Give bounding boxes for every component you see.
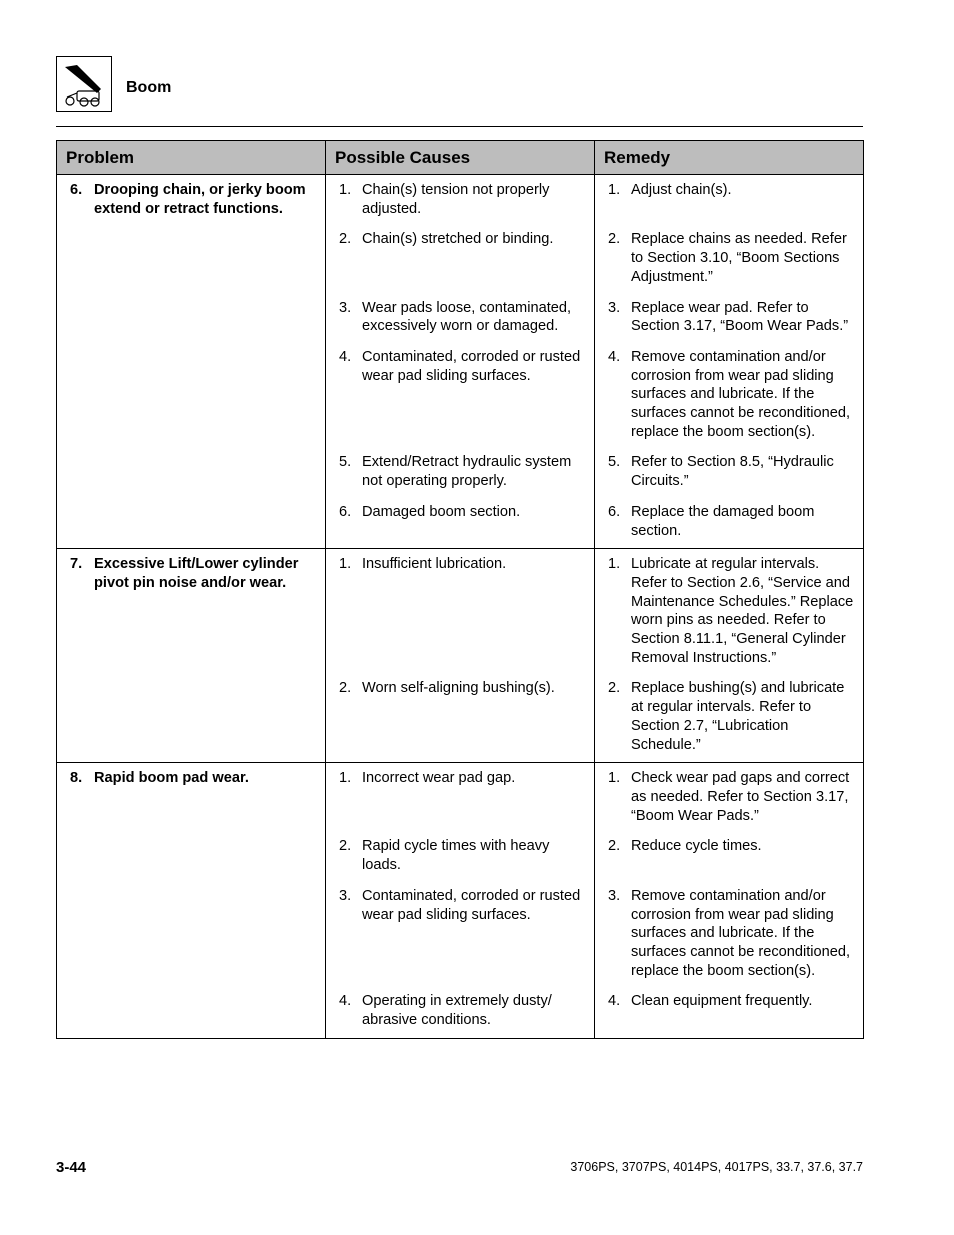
remedy-item [608, 992, 855, 1011]
cause-text: Operating in extremely dusty/ abrasive conditions. [362, 993, 552, 1029]
cause-item [339, 769, 586, 788]
model-list: 3706PS, 3707PS, 4014PS, 4017PS, 33.7, 37.6, 37.7 [570, 1160, 863, 1174]
remedy-text: Replace bushing(s) and lubricate at regular intervals. Refer to Section 2.7, “Lubrication Schedule.” [631, 680, 845, 753]
problem-text [70, 769, 317, 788]
remedy-text: Replace chains as needed. Refer to Section 3.10, “Boom Sections Adjustment.” [631, 231, 847, 285]
cause-item [339, 453, 586, 490]
cause-item [339, 181, 586, 218]
remedy-cell [595, 763, 864, 1038]
remedy-number: 3. [608, 299, 621, 316]
remedy-item [608, 181, 855, 200]
remedy-text: Replace the damaged boom section. [631, 503, 815, 539]
boom-machine-icon [57, 57, 113, 113]
remedy-item [608, 837, 855, 856]
remedy-number: 1. [608, 556, 621, 573]
remedies-list [608, 555, 855, 754]
remedy-item [608, 555, 855, 667]
cause-text: Incorrect wear pad gap. [362, 770, 516, 787]
cause-number: 4. [339, 348, 352, 365]
problem-description: Excessive Lift/Lower cylinder pivot pin noise and/or wear. [94, 556, 299, 591]
remedy-item [608, 887, 855, 981]
cause-number: 3. [339, 887, 352, 904]
problem-description: Rapid boom pad wear. [94, 770, 249, 787]
remedy-text: Adjust chain(s). [631, 182, 732, 198]
remedy-item [608, 769, 855, 825]
section-title: Boom [126, 79, 172, 96]
remedy-text: Clean equipment frequently. [631, 993, 813, 1010]
cause-text: Insufficient lubrication. [362, 556, 507, 573]
problem-cell [57, 549, 326, 763]
cause-text: Damaged boom section. [362, 503, 521, 520]
cause-number: 1. [339, 770, 352, 787]
causes-cell [326, 175, 595, 549]
cause-number: 5. [339, 454, 352, 471]
table-header-row [57, 141, 864, 175]
cause-text: Worn self-aligning bushing(s). [362, 680, 555, 697]
cause-number: 2. [339, 231, 352, 248]
remedy-cell [595, 175, 864, 549]
problem-number: 8. [70, 770, 83, 787]
cause-text: Chain(s) tension not properly adjusted. [362, 182, 550, 217]
remedy-text: Remove contamination and/or corrosion from wear pad sliding surfaces and lubricate. If the surfaces cannot be reconditioned, replace the boom section(s). [631, 887, 851, 979]
cause-text: Extend/Retract hydraulic system not operating properly. [362, 454, 572, 490]
remedy-number: 4. [608, 348, 621, 365]
column-header-problem: Problem [57, 141, 326, 175]
cause-item [339, 837, 586, 874]
remedy-text: Check wear pad gaps and correct as needed. Refer to Section 3.17, “Boom Wear Pads.” [631, 770, 850, 824]
remedy-text: Replace wear pad. Refer to Section 3.17, “Boom Wear Pads.” [631, 299, 849, 335]
remedy-number: 6. [608, 503, 621, 520]
problem-number: 6. [70, 182, 83, 198]
cause-item [339, 679, 586, 698]
problem-text [70, 555, 317, 592]
remedy-item [608, 348, 855, 442]
problem-row [57, 549, 864, 763]
remedy-item [608, 679, 855, 754]
cause-item [339, 503, 586, 522]
remedy-text: Remove contamination and/or corrosion from wear pad sliding surfaces and lubricate. If the surfaces cannot be reconditioned, replace the boom section(s). [631, 348, 851, 440]
causes-cell [326, 549, 595, 763]
causes-list [339, 769, 586, 1029]
cause-text: Contaminated, corroded or rusted wear pad sliding surfaces. [362, 887, 581, 923]
cause-number: 1. [339, 556, 352, 573]
remedy-text: Reduce cycle times. [631, 838, 762, 855]
column-header-remedy: Remedy [595, 141, 864, 175]
page-number: 3-44 [56, 1159, 87, 1176]
cause-number: 6. [339, 503, 352, 520]
cause-text: Chain(s) stretched or binding. [362, 231, 554, 248]
causes-list [339, 555, 586, 698]
problem-number: 7. [70, 556, 83, 573]
problem-text [70, 181, 317, 218]
remedies-list [608, 181, 855, 540]
remedy-text: Lubricate at regular intervals. Refer to Section 2.6, “Service and Maintenance Schedules.” Replace worn pins as needed. Refer to Section 8.11.1, “General Cylinder Removal Instructions.” [631, 556, 854, 666]
remedy-text: Refer to Section 8.5, “Hydraulic Circuits.” [631, 454, 834, 490]
cause-text: Contaminated, corroded or rusted wear pad sliding surfaces. [362, 348, 581, 384]
remedy-number: 1. [608, 182, 621, 198]
remedy-item [608, 453, 855, 490]
causes-cell [326, 763, 595, 1038]
cause-text: Wear pads loose, contaminated, excessively worn or damaged. [362, 299, 572, 335]
remedy-number: 2. [608, 231, 621, 248]
column-header-causes: Possible Causes [326, 141, 595, 175]
cause-text: Rapid cycle times with heavy loads. [362, 838, 550, 874]
problem-row [57, 763, 864, 1038]
cause-number: 2. [339, 838, 352, 855]
problem-description: Drooping chain, or jerky boom extend or retract functions. [94, 182, 306, 217]
cause-number: 3. [339, 299, 352, 316]
cause-number: 4. [339, 993, 352, 1010]
remedy-item [608, 230, 855, 286]
cause-item [339, 230, 586, 249]
troubleshooting-table [56, 140, 864, 1039]
problem-cell [57, 175, 326, 549]
cause-number: 1. [339, 182, 352, 198]
cause-number: 2. [339, 680, 352, 697]
cause-item [339, 887, 586, 924]
remedy-item [608, 299, 855, 336]
remedy-cell [595, 549, 864, 763]
section-logo [56, 56, 112, 112]
problem-row [57, 175, 864, 549]
header-divider [56, 126, 863, 127]
cause-item [339, 299, 586, 336]
remedy-number: 5. [608, 454, 621, 471]
causes-list [339, 181, 586, 522]
remedies-list [608, 769, 855, 1011]
remedy-number: 2. [608, 680, 621, 697]
cause-item [339, 555, 586, 574]
remedy-number: 4. [608, 993, 621, 1010]
problem-cell [57, 763, 326, 1038]
remedy-number: 2. [608, 838, 621, 855]
remedy-item [608, 503, 855, 540]
remedy-number: 1. [608, 770, 621, 787]
remedy-number: 3. [608, 887, 621, 904]
cause-item [339, 992, 586, 1029]
cause-item [339, 348, 586, 385]
